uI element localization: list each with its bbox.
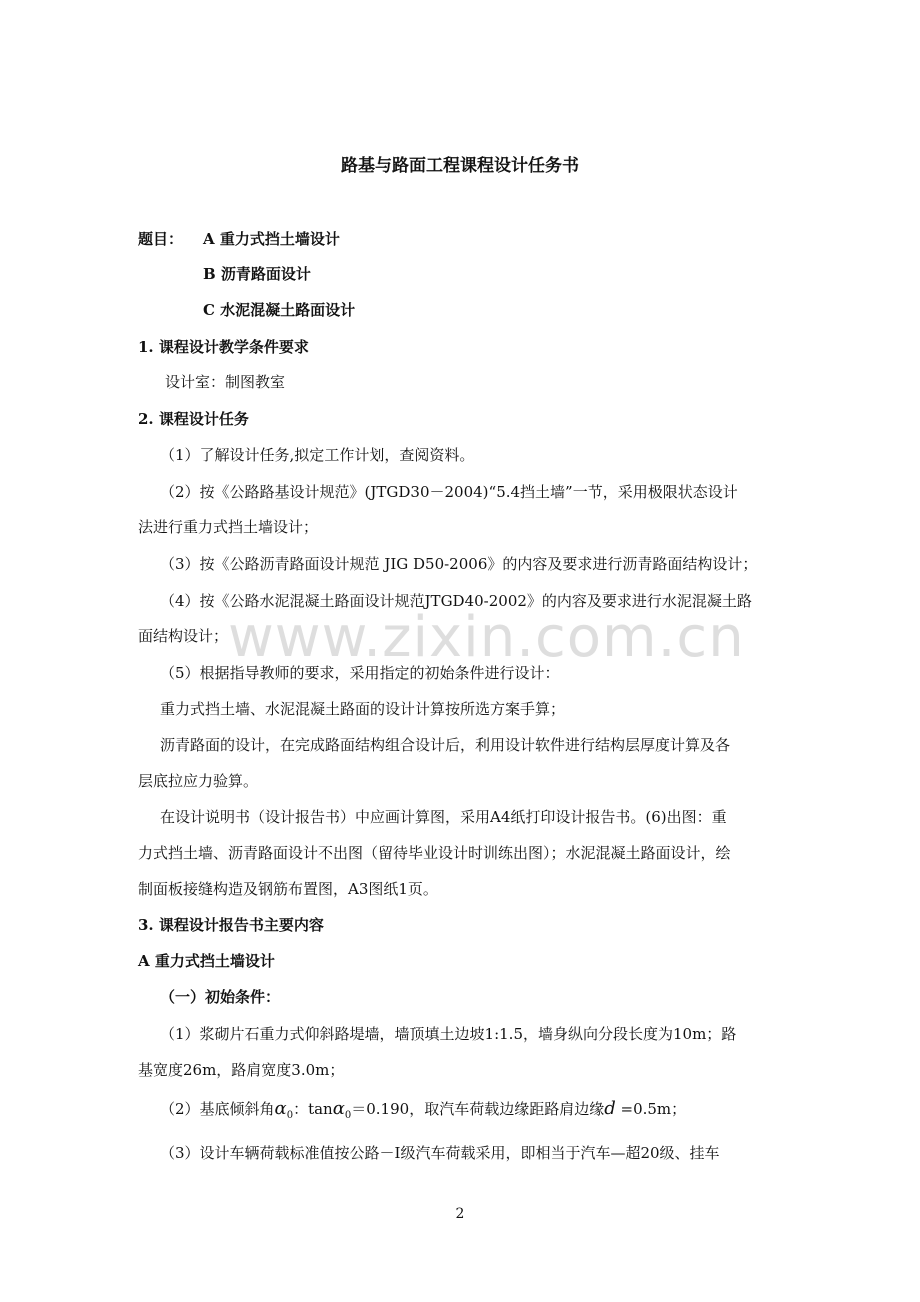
task-2-line-1: （2）按《公路路基设计规范》(JTGD30－2004)“5.4挡土墙”一节，采用极限状态设计 [160,483,738,501]
condition-2 [160,1099,686,1126]
section-a-heading: A 重力式挡土墙设计 [138,952,275,970]
task-5: （5）根据指导教师的要求，采用指定的初始条件进行设计： [160,664,560,682]
section-1-heading: 1. 课程设计教学条件要求 [138,338,309,356]
watermark: www.zixin.com.cn [228,605,745,670]
alpha-subscript: 0 [286,1110,294,1121]
task-4-line-2: 面结构设计； [138,627,229,645]
task-1: （1）了解设计任务,拟定工作计划，查阅资料。 [160,446,475,464]
d-symbol: d [604,1098,616,1119]
condition-1-line-1: （1）浆砌片石重力式仰斜路堤墙，墙顶填土边坡1:1.5，墙身纵向分段长度为10m；路 [160,1025,737,1043]
alpha-symbol: α [274,1098,287,1119]
condition-2-middle: ＝0.190，取汽车荷载边缘距路肩边缘 [351,1100,605,1118]
section-2-heading: 2. 课程设计任务 [138,410,249,428]
topic-a: A 重力式挡土墙设计 [203,230,340,248]
topic-c: C 水泥混凝土路面设计 [203,301,356,319]
paragraph-3-line-2: 力式挡土墙、沥青路面设计不出图（留待毕业设计时训练出图）；水泥混凝土路面设计，绘 [138,844,731,862]
section-1-text: 设计室：制图教室 [165,373,286,391]
paragraph-2-line-2: 层底拉应力验算。 [138,772,259,790]
page-number: 2 [455,1206,465,1222]
paragraph-3-line-3: 制面板接缝构造及钢筋布置图，A3图纸1页。 [138,880,438,898]
condition-3: （3）设计车辆荷载标准值按公路－I级汽车荷载采用，即相当于汽车—超20级、挂车 [160,1144,720,1162]
condition-2-suffix: =0.5m； [615,1100,687,1118]
alpha-subscript-2: 0 [344,1110,352,1121]
document-title: 路基与路面工程课程设计任务书 [341,156,579,176]
section-3-heading: 3. 课程设计报告书主要内容 [138,916,324,934]
condition-2-tan: ：tan [293,1100,333,1118]
paragraph-2-line-1: 沥青路面的设计，在完成路面结构组合设计后，利用设计软件进行结构层厚度计算及各 [160,736,731,754]
task-4-line-1: （4）按《公路水泥混凝土路面设计规范JTGD40-2002》的内容及要求进行水泥混凝土路 [160,592,752,610]
topic-label: 题目： [138,230,184,248]
alpha-symbol-2: α [332,1098,345,1119]
task-2-line-2: 法进行重力式挡土墙设计； [138,518,319,536]
condition-2-prefix: （2）基底倾斜角 [160,1100,275,1118]
task-3: （3）按《公路沥青路面设计规范 JIG D50-2006》的内容及要求进行沥青路面结构设计； [160,555,758,573]
initial-conditions-heading: （一）初始条件： [160,988,281,1006]
condition-1-line-2: 基宽度26m，路肩宽度3.0m； [138,1061,345,1079]
topic-b: B 沥青路面设计 [203,265,311,283]
paragraph-1: 重力式挡土墙、水泥混凝土路面的设计计算按所选方案手算； [160,700,566,718]
paragraph-3-line-1: 在设计说明书（设计报告书）中应画计算图，采用A4纸打印设计报告书。(6)出图：重 [160,808,727,826]
